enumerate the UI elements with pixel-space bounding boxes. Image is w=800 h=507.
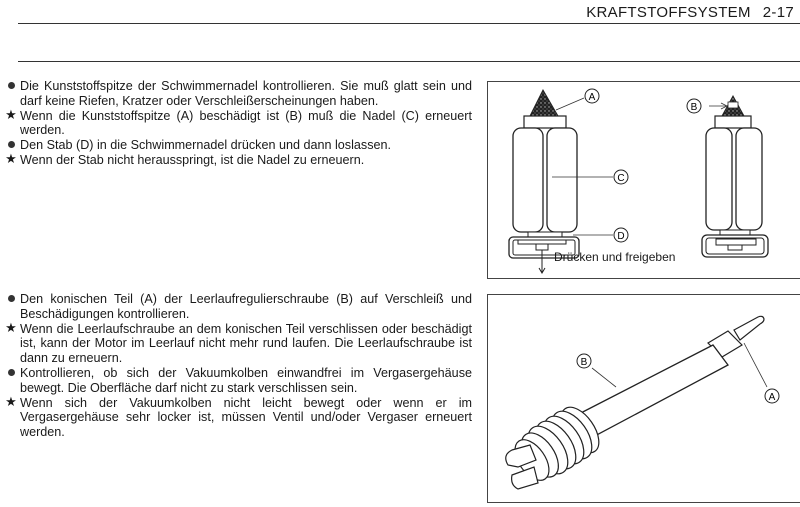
callout-label: B bbox=[690, 102, 698, 113]
instruction-step bbox=[4, 138, 472, 153]
pilot-screw bbox=[506, 316, 764, 489]
callout-b bbox=[687, 99, 701, 113]
section-rule bbox=[18, 61, 800, 62]
float-needle-illustration bbox=[488, 82, 800, 278]
instruction-text: Den Stab (D) in die Schwimmernadel drücken und dann loslassen. bbox=[20, 138, 392, 153]
instruction-step bbox=[4, 79, 472, 109]
bullet-dot-icon bbox=[4, 292, 18, 307]
page-number: 2-17 bbox=[762, 4, 794, 21]
float-needle-instructions bbox=[4, 79, 472, 168]
instruction-text: Wenn sich der Vakuumkolben nicht leicht bewegt oder wenn er im Vergasergehäuse sehr locker ist, müssen Ventil und/oder Vergaser erneuert werden. bbox=[20, 395, 472, 440]
instruction-text: Die Kunststoffspitze der Schwimmernadel kontrollieren. Sie muß glatt sein und darf keine Riefen, Kratzer oder Verschleißerscheinungen haben. bbox=[20, 79, 472, 108]
instruction-text: Den konischen Teil (A) der Leerlaufregulierschraube (B) auf Verschleiß und Beschädigungen kontrollieren. bbox=[20, 292, 472, 321]
instruction-note bbox=[4, 150, 472, 168]
float-needle-figure bbox=[487, 81, 800, 279]
instruction-text: Wenn der Stab nicht herausspringt, ist die Nadel zu erneuern. bbox=[20, 152, 365, 167]
instruction-step bbox=[4, 292, 472, 322]
section-title: KRAFTSTOFFSYSTEM bbox=[586, 4, 751, 21]
instruction-step bbox=[4, 366, 472, 396]
callout-a bbox=[585, 89, 599, 103]
callout-a bbox=[765, 389, 779, 403]
header-rule bbox=[18, 23, 800, 24]
pilot-screw-illustration bbox=[488, 295, 800, 502]
bullet-dot-icon bbox=[4, 366, 18, 381]
callout-b bbox=[577, 354, 591, 368]
pilot-screw-figure bbox=[487, 294, 800, 503]
callout-label: A bbox=[588, 92, 596, 103]
callout-label: B bbox=[580, 357, 588, 368]
callout-label: C bbox=[617, 173, 625, 184]
page-header bbox=[586, 4, 794, 21]
instruction-note bbox=[4, 393, 472, 440]
callout-d bbox=[614, 228, 628, 242]
callout-c bbox=[614, 170, 628, 184]
star-icon: ★ bbox=[5, 319, 17, 335]
star-icon: ★ bbox=[5, 393, 17, 409]
instruction-note bbox=[4, 319, 472, 366]
callout-label: D bbox=[617, 231, 625, 242]
instruction-text: Wenn die Kunststoffspitze (A) beschädigt ist (B) muß die Nadel (C) erneuert werden. bbox=[20, 108, 472, 138]
callout-label: A bbox=[768, 392, 776, 403]
instruction-note bbox=[4, 106, 472, 139]
star-icon: ★ bbox=[5, 150, 17, 166]
float-needle-damaged bbox=[702, 96, 768, 257]
figure-caption: Drücken und freigeben bbox=[554, 250, 676, 264]
float-needle-new bbox=[509, 90, 579, 273]
star-icon: ★ bbox=[5, 106, 17, 122]
pilot-screw-instructions bbox=[4, 292, 472, 440]
bullet-dot-icon bbox=[4, 79, 18, 94]
instruction-text: Kontrollieren, ob sich der Vakuumkolben einwandfrei im Vergasergehäuse bewegt. Die Oberfläche darf nicht zu stark verschlissen sein. bbox=[20, 365, 472, 395]
instruction-text: Wenn die Leerlaufschraube an dem konischen Teil verschlissen oder beschädigt ist, kann der Motor im Leerlauf nicht mehr rund laufen. Die Leerlaufschraube ist dann zu erneuern. bbox=[20, 321, 472, 366]
